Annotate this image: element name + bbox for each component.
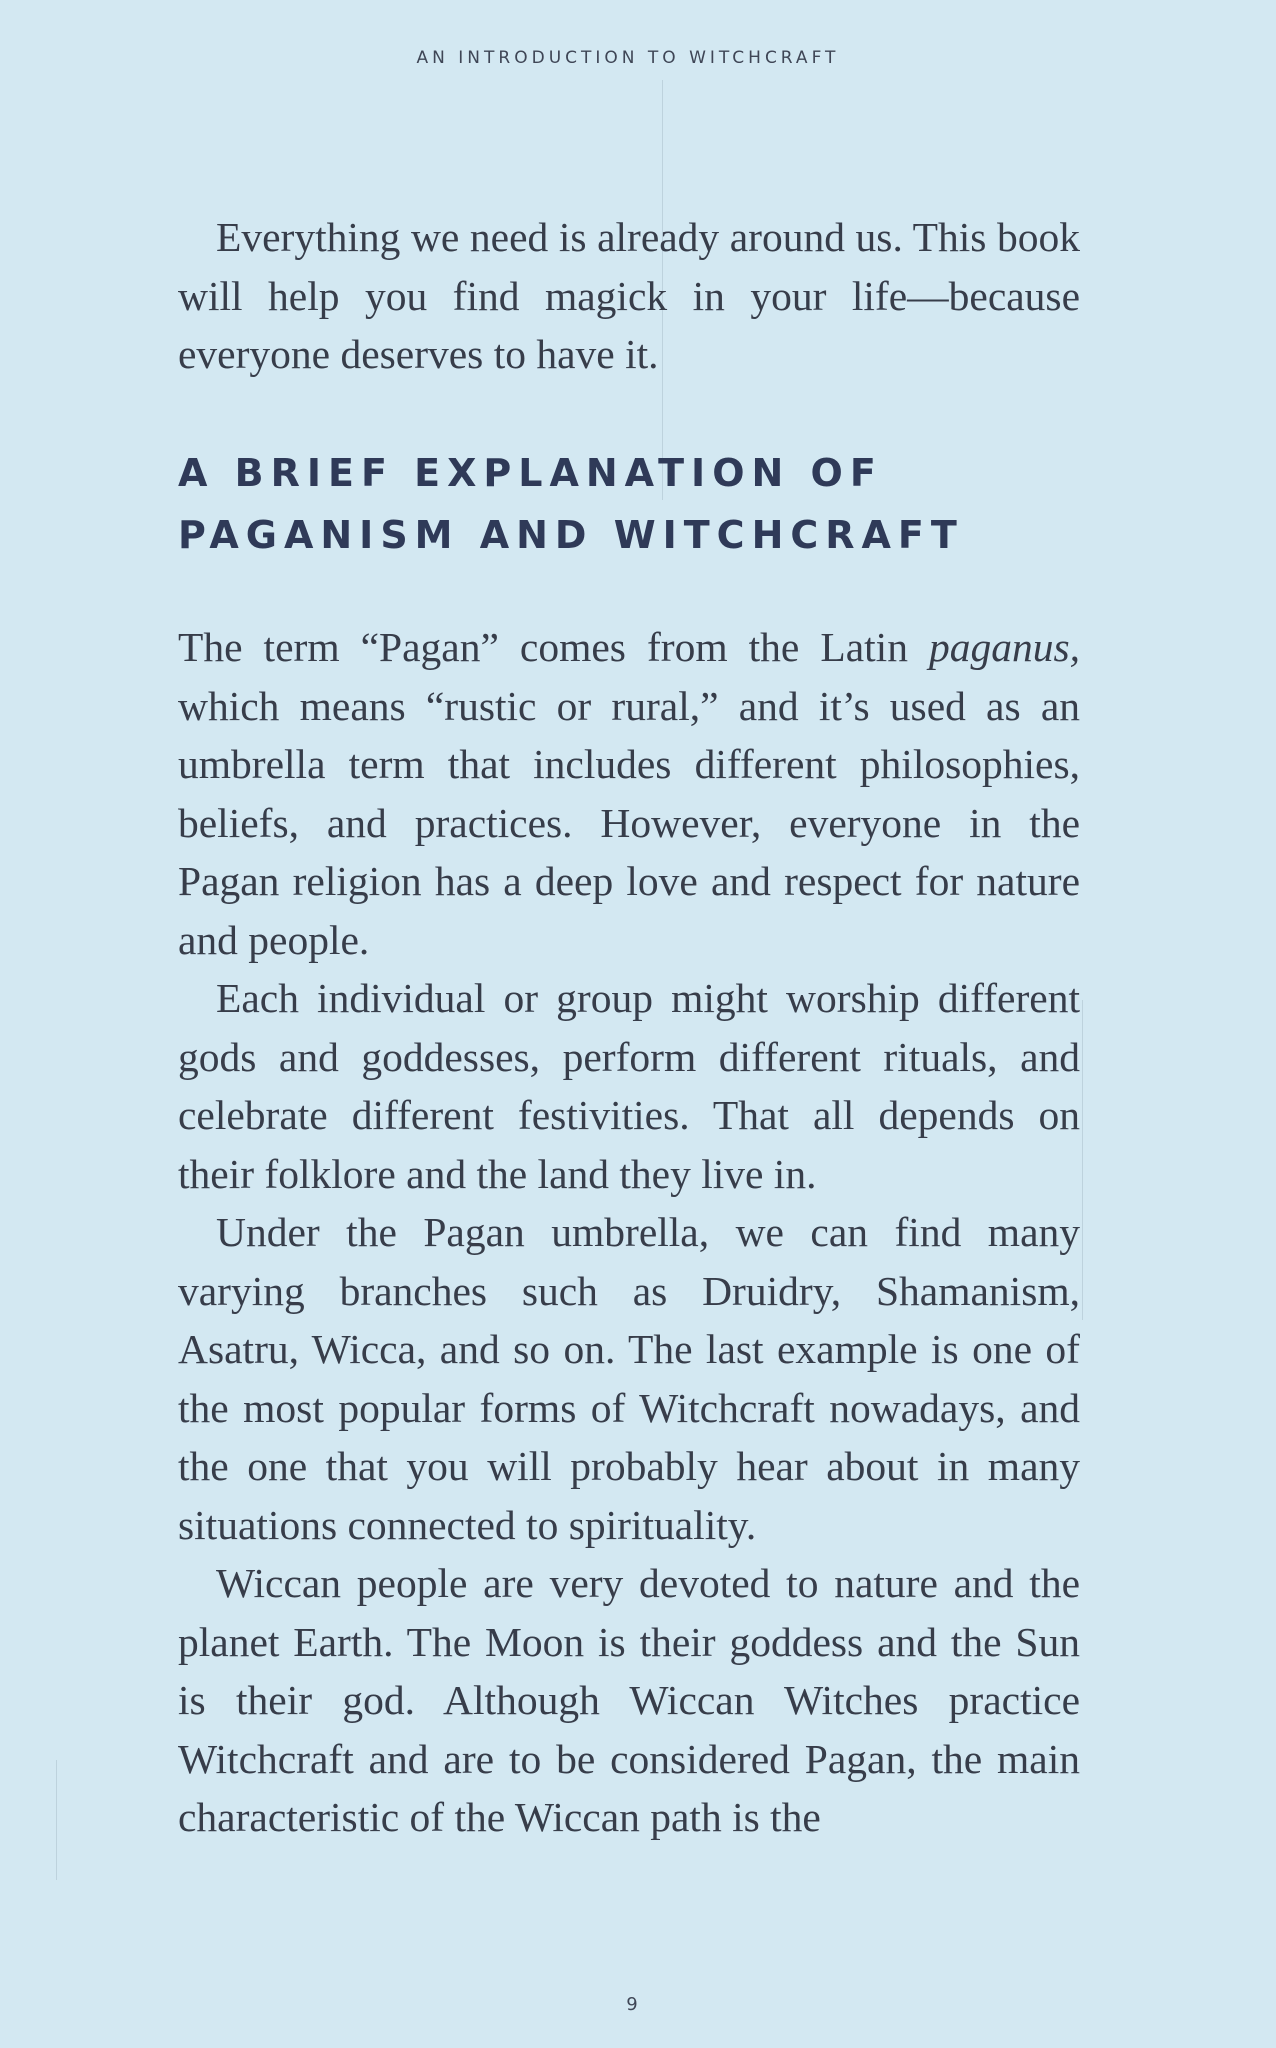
scan-crease-mark bbox=[56, 1760, 57, 1880]
intro-paragraph: Everything we need is already around us. This book will help you find magick in your life—because everyone deserves to have it. bbox=[178, 214, 1080, 377]
section-heading-line-1: A BRIEF EXPLANATION OF bbox=[178, 451, 883, 495]
paragraph-4: Wiccan people are very devoted to nature and the planet Earth. The Moon is their goddess and the Sun is their god. Although Wiccan Witches practice Witchcraft and are to be considered Pagan, the main characteristic of the Wiccan path is the bbox=[178, 1560, 1080, 1840]
paragraph-1-text-end: which means “rustic or rural,” and it’s used as an umbrella term that includes different philosophies, beliefs, and practices. However, everyone in the Pagan religion has a deep love and respect for nature and people. bbox=[178, 682, 1080, 963]
paragraph-2: Each individual or group might worship different gods and goddesses, perform different rituals, and celebrate different festivities. That all depends on their folklore and the land they live in. bbox=[178, 975, 1080, 1197]
body-text bbox=[178, 618, 1080, 1847]
section-heading-line-2: PAGANISM AND WITCHCRAFT bbox=[178, 513, 964, 557]
latin-term: paganus, bbox=[928, 624, 1080, 670]
page-number: 9 bbox=[626, 1994, 638, 2015]
intro-paragraph-block bbox=[178, 208, 1080, 384]
scan-crease-mark bbox=[1082, 1000, 1083, 1320]
paragraph-1 bbox=[178, 618, 1080, 969]
running-head: AN INTRODUCTION TO WITCHCRAFT bbox=[416, 48, 840, 68]
paragraph-3: Under the Pagan umbrella, we can find many varying branches such as Druidry, Shamanism, Asatru, Wicca, and so on. The last example is one of the most popular forms of Witchcraft nowadays, and the one that you will probably hear about in many situations connected to spirituality. bbox=[178, 1209, 1080, 1548]
section-heading bbox=[178, 442, 1118, 566]
paragraph-1-text-start: The term “Pagan” comes from the Latin bbox=[178, 624, 929, 670]
